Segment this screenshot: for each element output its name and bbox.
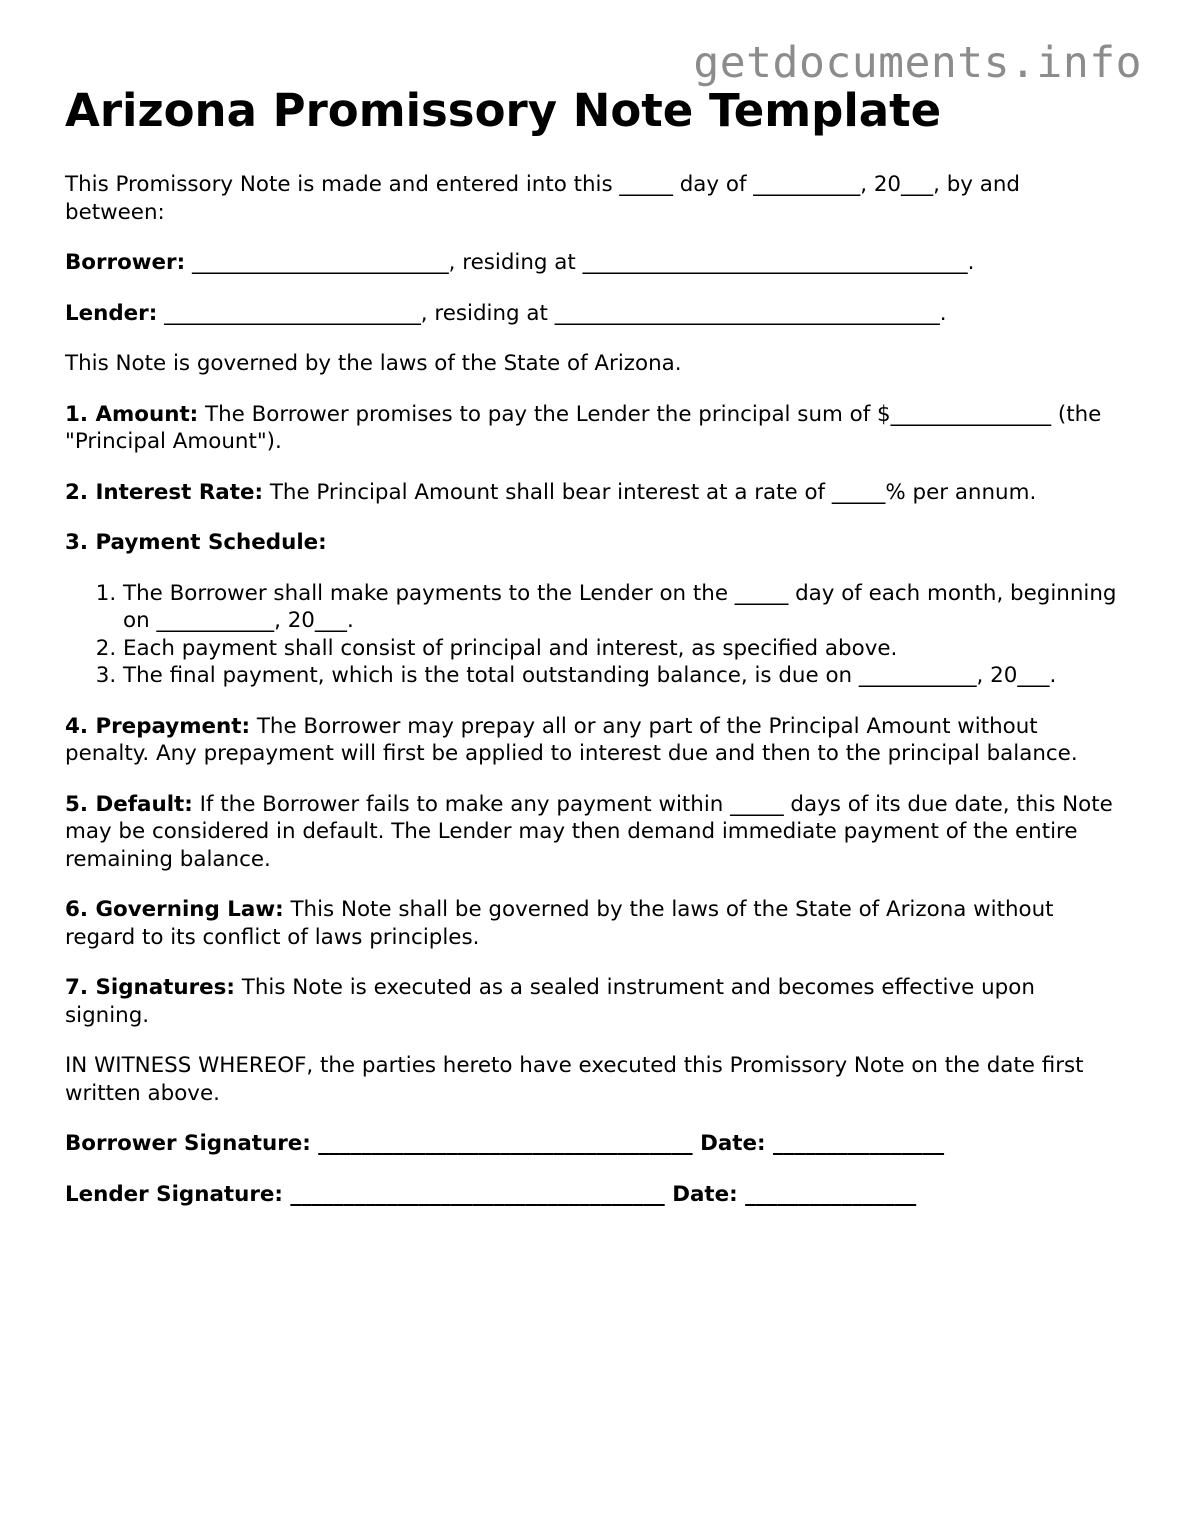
section-default-label: 5. Default:: [65, 791, 193, 817]
section-prepayment-text: The Borrower may prepay all or any part of the Principal Amount without penalty. Any prepayment will first be applied to interest due and then to the principal balance.: [65, 713, 1078, 766]
section-governing-law-text: This Note shall be governed by the laws of the State of Arizona without regard to its conflict of laws principles.: [65, 897, 1054, 950]
borrower-signature-text: Borrower Signature: ___________________________________ Date: ________________: [65, 1131, 945, 1156]
list-item: 1. The Borrower shall make payments to the Lender on the _____ day of each month, beginning on ___________, 20___.: [123, 580, 1125, 635]
governed-statement: This Note is governed by the laws of the State of Arizona.: [65, 351, 682, 376]
schedule-list: [65, 580, 1125, 690]
list-item: 2. Each payment shall consist of principal and interest, as specified above.: [123, 635, 1125, 663]
borrower-line: [65, 249, 1125, 277]
lender-line: [65, 300, 1125, 328]
section-signatures: [65, 974, 1125, 1029]
section-default-text: If the Borrower fails to make any payment within _____ days of its due date, this Note may be considered in default. The Lender may then demand immediate payment of the entire remaining balance.: [65, 791, 1113, 872]
borrower-text: ________________________, residing at ____________________________________.: [185, 250, 975, 275]
lender-label: Lender:: [65, 300, 158, 326]
section-amount: [65, 401, 1125, 456]
section-schedule: [65, 529, 1125, 557]
watermark-text: getdocuments.info: [693, 38, 1142, 88]
lender-text: ________________________, residing at ____________________________________.: [157, 300, 947, 326]
witness-paragraph: IN WITNESS WHEREOF, the parties hereto have executed this Promissory Note on the date first written above.: [65, 1053, 1084, 1106]
section-signatures-label: 7. Signatures:: [65, 975, 235, 1000]
section-interest: [65, 479, 1125, 507]
section-schedule-label: 3. Payment Schedule:: [65, 530, 327, 555]
borrower-label: Borrower:: [65, 250, 186, 275]
document-title: Arizona Promissory Note Template: [65, 84, 942, 137]
section-interest-text: The Principal Amount shall bear interest at a rate of _____% per annum.: [263, 479, 1037, 505]
lender-signature-text: Lender Signature: ___________________________________ Date: ________________: [65, 1181, 917, 1207]
section-signatures-text: This Note is executed as a sealed instrument and becomes effective upon signing.: [65, 975, 1035, 1028]
document-page: [65, 84, 1125, 1231]
section-amount-label: 1. Amount:: [65, 401, 199, 427]
section-governing-law-label: 6. Governing Law:: [65, 897, 284, 922]
lender-signature-line: [65, 1181, 1125, 1209]
section-prepayment: [65, 713, 1125, 768]
section-amount-text: The Borrower promises to pay the Lender the principal sum of $_______________ (the "Principal Amount").: [65, 401, 1102, 454]
intro-paragraph: This Promissory Note is made and entered into this _____ day of __________, 20___, by and between:: [65, 172, 1021, 225]
borrower-signature-line: [65, 1130, 1125, 1158]
section-default: [65, 791, 1125, 874]
section-prepayment-label: 4. Prepayment:: [65, 713, 251, 739]
section-interest-label: 2. Interest Rate:: [65, 479, 264, 505]
list-item: 3. The final payment, which is the total outstanding balance, is due on ___________, 20___.: [123, 662, 1125, 690]
section-governing-law: [65, 896, 1125, 951]
